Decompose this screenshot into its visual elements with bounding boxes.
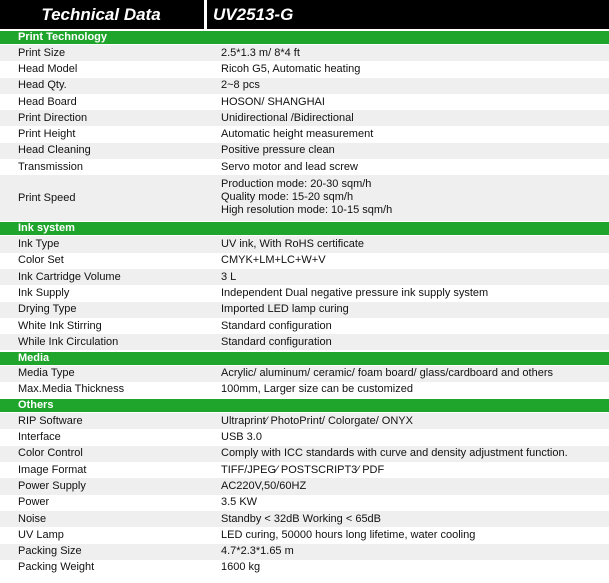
section-header-media — [0, 352, 609, 365]
title-bar — [0, 0, 609, 29]
spec-label: Power — [18, 496, 50, 509]
spec-value: Independent Dual negative pressure ink supply system — [221, 286, 489, 299]
section-title: Others — [18, 399, 54, 412]
spec-value: Imported LED lamp curing — [221, 303, 349, 316]
spec-label: Print Speed — [18, 191, 76, 204]
section-title: Ink system — [18, 222, 75, 235]
spec-label: White Ink Stirring — [18, 319, 102, 332]
section-header-ink-system — [0, 222, 609, 235]
spec-label: Ink Supply — [18, 286, 70, 299]
spec-label: Ink Type — [18, 238, 60, 251]
spec-row-head-qty — [0, 78, 609, 94]
spec-row-packing-size — [0, 544, 609, 560]
spec-row-while-ink-circulation — [0, 334, 609, 350]
spec-row-ink-type — [0, 236, 609, 252]
spec-row-power — [0, 495, 609, 511]
spec-label: Transmission — [18, 160, 83, 173]
spec-value: Acrylic/ aluminum/ ceramic/ foam board/ glass/cardboard and others — [221, 367, 553, 380]
spec-row-head-cleaning — [0, 143, 609, 159]
spec-value: LED curing, 50000 hours long lifetime, water cooling — [221, 528, 476, 541]
spec-label: Head Cleaning — [18, 144, 91, 157]
spec-label: Packing Size — [18, 545, 82, 558]
spec-row-color-control — [0, 446, 609, 462]
spec-value: Comply with ICC standards with curve and density adjustment function. — [221, 447, 568, 460]
spec-label: Power Supply — [18, 479, 86, 492]
spec-value: Automatic height measurement — [221, 128, 374, 141]
spec-row-power-supply — [0, 478, 609, 494]
spec-value-line: High resolution mode: 10-15 sqm/h — [221, 204, 393, 217]
section-title: Print Technology — [18, 31, 108, 43]
section-header-others — [0, 399, 609, 412]
spec-row-print-height — [0, 127, 609, 143]
spec-value: Standard configuration — [221, 319, 332, 332]
spec-value — [221, 178, 392, 217]
spec-row-print-direction — [0, 110, 609, 126]
spec-label: Ink Cartridge Volume — [18, 270, 121, 283]
spec-row-rip-software — [0, 413, 609, 429]
spec-label: Print Size — [18, 46, 66, 59]
spec-value: USB 3.0 — [221, 431, 262, 444]
spec-value: 2.5*1.3 m/ 8*4 ft — [221, 46, 300, 59]
spec-row-head-model — [0, 61, 609, 77]
spec-row-image-format — [0, 462, 609, 478]
spec-label: Noise — [18, 512, 47, 525]
spec-value: Unidirectional /Bidirectional — [221, 111, 354, 124]
spec-value: 100mm, Larger size can be customized — [221, 383, 413, 396]
spec-row-ink-cartridge-volume — [0, 269, 609, 285]
spec-value: Standard configuration — [221, 335, 332, 348]
spec-value: HOSON/ SHANGHAI — [221, 95, 325, 108]
spec-label: Color Set — [18, 254, 64, 267]
spec-row-print-speed — [0, 175, 609, 221]
spec-label: Head Model — [18, 62, 78, 75]
spec-row-noise — [0, 511, 609, 527]
spec-value: Standby < 32dB Working < 65dB — [221, 512, 382, 525]
spec-label: Head Board — [18, 95, 77, 108]
spec-label: Drying Type — [18, 303, 77, 316]
spec-row-print-size — [0, 45, 609, 61]
spec-row-head-board — [0, 94, 609, 110]
spec-label: Max.Media Thickness — [18, 383, 125, 396]
spec-row-max-media-thickness — [0, 382, 609, 398]
header-divider — [204, 0, 207, 29]
spec-label: Print Height — [18, 128, 76, 141]
spec-row-interface — [0, 429, 609, 445]
spec-label: While Ink Circulation — [18, 335, 119, 348]
spec-value: 4.7*2.3*1.65 m — [221, 545, 294, 558]
spec-label: UV Lamp — [18, 528, 64, 541]
spec-label: Color Control — [18, 447, 83, 460]
spec-row-uv-lamp — [0, 527, 609, 543]
spec-value: Ultraprint⁄ PhotoPrint/ Colorgate/ ONYX — [221, 414, 413, 427]
spec-label: Media Type — [18, 367, 75, 380]
spec-value: UV ink, With RoHS certificate — [221, 238, 365, 251]
spec-value: Positive pressure clean — [221, 144, 335, 157]
spec-row-white-ink-stirring — [0, 318, 609, 334]
spec-value: TIFF/JPEG⁄ POSTSCRIPT3⁄ PDF — [221, 463, 385, 476]
section-header-print-technology — [0, 31, 609, 44]
spec-value: 3 L — [221, 270, 237, 283]
spec-row-media-type — [0, 366, 609, 382]
spec-value: 1600 kg — [221, 561, 261, 574]
spec-value-line: Production mode: 20-30 sqm/h — [221, 178, 372, 191]
spec-value-line: Quality mode: 15-20 sqm/h — [221, 191, 354, 204]
spec-value: CMYK+LM+LC+W+V — [221, 254, 326, 267]
spec-label: RIP Software — [18, 414, 83, 427]
spec-value: Servo motor and lead screw — [221, 160, 358, 173]
spec-value: AC220V,50/60HZ — [221, 479, 307, 492]
spec-label: Image Format — [18, 463, 87, 476]
spec-row-ink-supply — [0, 285, 609, 301]
spec-label: Head Qty. — [18, 79, 67, 92]
header-title-left: Technical Data — [41, 5, 161, 24]
spec-value: 3.5 KW — [221, 496, 258, 509]
section-title: Media — [18, 351, 50, 364]
header-model-name: UV2513-G — [213, 5, 294, 24]
spec-row-packing-weight — [0, 560, 609, 576]
spec-row-transmission — [0, 159, 609, 175]
spec-label: Interface — [18, 431, 61, 444]
spec-label: Print Direction — [18, 111, 88, 124]
spec-row-color-set — [0, 253, 609, 269]
spec-row-drying-type — [0, 302, 609, 318]
spec-value: Ricoh G5, Automatic heating — [221, 62, 361, 75]
spec-value: 2~8 pcs — [221, 79, 260, 92]
spec-label: Packing Weight — [18, 561, 95, 574]
